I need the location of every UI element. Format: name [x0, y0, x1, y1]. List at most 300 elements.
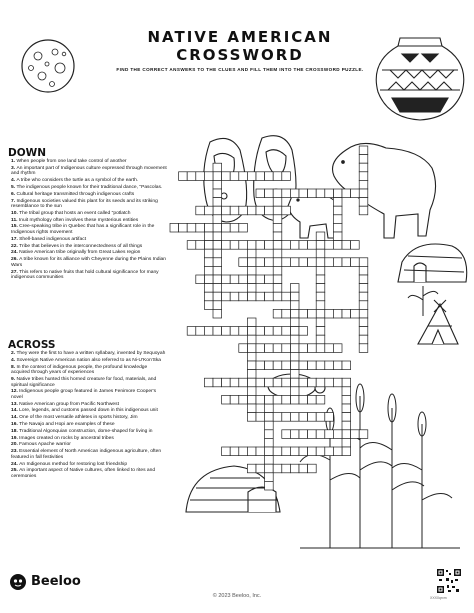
crossword-cell[interactable] — [282, 344, 291, 353]
crossword-cell[interactable] — [256, 344, 265, 353]
crossword-cell[interactable] — [213, 378, 222, 387]
crossword-cell[interactable] — [316, 284, 325, 293]
crossword-cell[interactable] — [230, 447, 239, 456]
crossword-cell[interactable] — [265, 404, 274, 413]
crossword-cell[interactable] — [273, 327, 282, 336]
crossword-cell[interactable] — [316, 241, 325, 250]
crossword-cell[interactable] — [256, 464, 265, 473]
crossword-cell[interactable] — [282, 464, 291, 473]
crossword-cell[interactable] — [290, 378, 299, 387]
crossword-cell[interactable] — [342, 447, 351, 456]
crossword-cell[interactable] — [187, 172, 196, 181]
crossword-cell[interactable] — [256, 275, 265, 284]
crossword-cell[interactable] — [316, 327, 325, 336]
crossword-cell[interactable] — [230, 378, 239, 387]
crossword-cell[interactable] — [282, 172, 291, 181]
crossword-cell[interactable] — [316, 292, 325, 301]
crossword-cell[interactable] — [282, 395, 291, 404]
crossword-cell[interactable] — [196, 172, 205, 181]
crossword-cell[interactable] — [256, 413, 265, 422]
crossword-cell[interactable] — [290, 309, 299, 318]
crossword-cell[interactable] — [247, 266, 256, 275]
crossword-cell[interactable] — [273, 284, 282, 293]
crossword-cell[interactable] — [256, 378, 265, 387]
crossword-cell[interactable] — [342, 258, 351, 267]
crossword-cell[interactable] — [273, 266, 282, 275]
crossword-cell[interactable] — [247, 249, 256, 258]
crossword-cell[interactable] — [290, 258, 299, 267]
crossword-cell[interactable] — [342, 378, 351, 387]
crossword-cell[interactable] — [359, 284, 368, 293]
crossword-cell[interactable] — [342, 404, 351, 413]
crossword-cell[interactable] — [308, 189, 317, 198]
crossword-cell[interactable] — [239, 241, 248, 250]
crossword-cell[interactable] — [204, 232, 213, 241]
crossword-cell[interactable] — [290, 335, 299, 344]
crossword-cell[interactable] — [213, 284, 222, 293]
crossword-cell[interactable] — [222, 327, 231, 336]
crossword-cell[interactable] — [290, 352, 299, 361]
crossword-cell[interactable] — [333, 215, 342, 224]
crossword-cell[interactable] — [256, 327, 265, 336]
crossword-cell[interactable] — [316, 344, 325, 353]
crossword-cell[interactable] — [316, 301, 325, 310]
crossword-cell[interactable] — [204, 249, 213, 258]
crossword-cell[interactable] — [239, 378, 248, 387]
crossword-cell[interactable] — [239, 223, 248, 232]
crossword-cell[interactable] — [273, 361, 282, 370]
crossword-cell[interactable] — [247, 284, 256, 293]
crossword-cell[interactable] — [222, 292, 231, 301]
crossword-cell[interactable] — [247, 292, 256, 301]
crossword-cell[interactable] — [247, 447, 256, 456]
crossword-cell[interactable] — [222, 206, 231, 215]
crossword-cell[interactable] — [273, 206, 282, 215]
crossword-cell[interactable] — [359, 258, 368, 267]
crossword-cell[interactable] — [213, 258, 222, 267]
crossword-cell[interactable] — [325, 309, 334, 318]
crossword-cell[interactable] — [325, 413, 334, 422]
crossword-cell[interactable] — [282, 378, 291, 387]
crossword-cell[interactable] — [333, 309, 342, 318]
crossword-cell[interactable] — [204, 172, 213, 181]
crossword-cell[interactable] — [256, 395, 265, 404]
crossword-cell[interactable] — [213, 180, 222, 189]
crossword-cell[interactable] — [333, 223, 342, 232]
crossword-cell[interactable] — [273, 413, 282, 422]
crossword-cell[interactable] — [299, 464, 308, 473]
crossword-cell[interactable] — [359, 206, 368, 215]
crossword-cell[interactable] — [265, 344, 274, 353]
crossword-cell[interactable] — [299, 241, 308, 250]
crossword-cell[interactable] — [359, 309, 368, 318]
crossword-cell[interactable] — [247, 395, 256, 404]
crossword-cell[interactable] — [316, 258, 325, 267]
crossword-cell[interactable] — [359, 172, 368, 181]
crossword-cell[interactable] — [299, 447, 308, 456]
crossword-cell[interactable] — [256, 258, 265, 267]
crossword-cell[interactable] — [308, 309, 317, 318]
crossword-cell[interactable] — [265, 172, 274, 181]
crossword-cell[interactable] — [290, 284, 299, 293]
crossword-cell[interactable] — [308, 258, 317, 267]
crossword-cell[interactable] — [316, 378, 325, 387]
crossword-cell[interactable] — [342, 438, 351, 447]
crossword-cell[interactable] — [187, 241, 196, 250]
crossword-cell[interactable] — [290, 387, 299, 396]
crossword-cell[interactable] — [230, 223, 239, 232]
crossword-cell[interactable] — [282, 258, 291, 267]
crossword-cell[interactable] — [342, 413, 351, 422]
crossword-cell[interactable] — [239, 344, 248, 353]
crossword-cell[interactable] — [204, 275, 213, 284]
crossword-cell[interactable] — [359, 275, 368, 284]
crossword-cell[interactable] — [265, 241, 274, 250]
crossword-cell[interactable] — [204, 378, 213, 387]
crossword-cell[interactable] — [273, 395, 282, 404]
crossword-cell[interactable] — [299, 413, 308, 422]
crossword-cell[interactable] — [290, 370, 299, 379]
crossword-cell[interactable] — [273, 215, 282, 224]
crossword-cell[interactable] — [204, 284, 213, 293]
crossword-cell[interactable] — [359, 163, 368, 172]
crossword-cell[interactable] — [247, 378, 256, 387]
crossword-cell[interactable] — [308, 361, 317, 370]
crossword-cell[interactable] — [247, 464, 256, 473]
crossword-cell[interactable] — [273, 249, 282, 258]
crossword-cell[interactable] — [359, 430, 368, 439]
crossword-cell[interactable] — [282, 292, 291, 301]
crossword-cell[interactable] — [273, 378, 282, 387]
crossword-cell[interactable] — [342, 241, 351, 250]
crossword-cell[interactable] — [230, 327, 239, 336]
crossword-cell[interactable] — [256, 206, 265, 215]
crossword-cell[interactable] — [213, 327, 222, 336]
crossword-cell[interactable] — [299, 258, 308, 267]
crossword-cell[interactable] — [342, 430, 351, 439]
crossword-cell[interactable] — [230, 172, 239, 181]
crossword-cell[interactable] — [204, 241, 213, 250]
crossword-cell[interactable] — [265, 378, 274, 387]
qr-code-icon[interactable] — [436, 568, 462, 594]
crossword-cell[interactable] — [265, 447, 274, 456]
crossword-cell[interactable] — [265, 395, 274, 404]
crossword-cell[interactable] — [316, 395, 325, 404]
crossword-cell[interactable] — [265, 430, 274, 439]
crossword-cell[interactable] — [299, 361, 308, 370]
crossword-cell[interactable] — [247, 172, 256, 181]
crossword-cell[interactable] — [282, 241, 291, 250]
crossword-cell[interactable] — [247, 370, 256, 379]
crossword-cell[interactable] — [256, 447, 265, 456]
crossword-cell[interactable] — [325, 189, 334, 198]
crossword-cell[interactable] — [351, 430, 360, 439]
crossword-cell[interactable] — [299, 395, 308, 404]
crossword-cell[interactable] — [316, 430, 325, 439]
crossword-cell[interactable] — [265, 473, 274, 482]
crossword-cell[interactable] — [333, 241, 342, 250]
crossword-cell[interactable] — [333, 258, 342, 267]
crossword-cell[interactable] — [265, 438, 274, 447]
crossword-cell[interactable] — [247, 318, 256, 327]
crossword-cell[interactable] — [359, 327, 368, 336]
crossword-cell[interactable] — [239, 258, 248, 267]
crossword-cell[interactable] — [213, 241, 222, 250]
crossword-cell[interactable] — [290, 241, 299, 250]
crossword-cell[interactable] — [273, 241, 282, 250]
crossword-cell[interactable] — [265, 421, 274, 430]
crossword-cell[interactable] — [204, 266, 213, 275]
crossword-cell[interactable] — [325, 430, 334, 439]
crossword-cell[interactable] — [282, 327, 291, 336]
crossword-cell[interactable] — [247, 413, 256, 422]
crossword-cell[interactable] — [247, 275, 256, 284]
crossword-cell[interactable] — [273, 223, 282, 232]
crossword-cell[interactable] — [299, 189, 308, 198]
crossword-cell[interactable] — [247, 327, 256, 336]
crossword-cell[interactable] — [230, 292, 239, 301]
crossword-cell[interactable] — [239, 292, 248, 301]
crossword-cell[interactable] — [273, 344, 282, 353]
crossword-cell[interactable] — [247, 344, 256, 353]
crossword-cell[interactable] — [265, 189, 274, 198]
crossword-cell[interactable] — [359, 198, 368, 207]
crossword-cell[interactable] — [239, 447, 248, 456]
crossword-cell[interactable] — [351, 309, 360, 318]
crossword-cell[interactable] — [239, 327, 248, 336]
crossword-cell[interactable] — [308, 241, 317, 250]
crossword-cell[interactable] — [342, 395, 351, 404]
crossword-cell[interactable] — [290, 301, 299, 310]
crossword-cell[interactable] — [256, 292, 265, 301]
crossword-cell[interactable] — [213, 198, 222, 207]
crossword-cell[interactable] — [204, 258, 213, 267]
crossword-cell[interactable] — [196, 241, 205, 250]
crossword-cell[interactable] — [265, 327, 274, 336]
crossword-cell[interactable] — [273, 292, 282, 301]
crossword-cell[interactable] — [359, 344, 368, 353]
crossword-cell[interactable] — [316, 447, 325, 456]
crossword-cell[interactable] — [213, 206, 222, 215]
crossword-cell[interactable] — [299, 344, 308, 353]
crossword-cell[interactable] — [273, 447, 282, 456]
crossword-cell[interactable] — [333, 361, 342, 370]
crossword-cell[interactable] — [265, 206, 274, 215]
crossword-cell[interactable] — [308, 413, 317, 422]
crossword-cell[interactable] — [273, 464, 282, 473]
crossword-cell[interactable] — [316, 232, 325, 241]
crossword-cell[interactable] — [282, 206, 291, 215]
crossword-cell[interactable] — [316, 249, 325, 258]
crossword-cell[interactable] — [204, 223, 213, 232]
crossword-cell[interactable] — [282, 413, 291, 422]
crossword-cell[interactable] — [230, 275, 239, 284]
crossword-cell[interactable] — [290, 361, 299, 370]
crossword-cell[interactable] — [213, 189, 222, 198]
crossword-cell[interactable] — [196, 206, 205, 215]
crossword-cell[interactable] — [273, 258, 282, 267]
crossword-cell[interactable] — [239, 172, 248, 181]
crossword-cell[interactable] — [265, 361, 274, 370]
crossword-cell[interactable] — [222, 395, 231, 404]
crossword-cell[interactable] — [196, 223, 205, 232]
crossword-cell[interactable] — [256, 361, 265, 370]
crossword-cell[interactable] — [247, 335, 256, 344]
crossword-cell[interactable] — [308, 447, 317, 456]
crossword-cell[interactable] — [265, 464, 274, 473]
crossword-cell[interactable] — [325, 361, 334, 370]
crossword-cell[interactable] — [299, 378, 308, 387]
crossword-cell[interactable] — [308, 430, 317, 439]
crossword-cell[interactable] — [333, 447, 342, 456]
crossword-cell[interactable] — [359, 189, 368, 198]
crossword-cell[interactable] — [239, 206, 248, 215]
crossword-cell[interactable] — [333, 189, 342, 198]
crossword-cell[interactable] — [333, 430, 342, 439]
brand-logo[interactable]: Beeloo — [31, 574, 81, 589]
crossword-cell[interactable] — [282, 189, 291, 198]
crossword-cell[interactable] — [316, 318, 325, 327]
crossword-cell[interactable] — [359, 335, 368, 344]
crossword-cell[interactable] — [222, 447, 231, 456]
crossword-cell[interactable] — [282, 430, 291, 439]
crossword-cell[interactable] — [256, 241, 265, 250]
crossword-cell[interactable] — [213, 215, 222, 224]
crossword-cell[interactable] — [325, 378, 334, 387]
crossword-cell[interactable] — [204, 327, 213, 336]
crossword-cell[interactable] — [247, 206, 256, 215]
crossword-cell[interactable] — [282, 309, 291, 318]
crossword-cell[interactable] — [290, 189, 299, 198]
crossword-cell[interactable] — [230, 206, 239, 215]
crossword-cell[interactable] — [359, 155, 368, 164]
crossword-cell[interactable] — [359, 301, 368, 310]
crossword-cell[interactable] — [333, 344, 342, 353]
crossword-cell[interactable] — [316, 266, 325, 275]
crossword-cell[interactable] — [213, 266, 222, 275]
crossword-cell[interactable] — [239, 275, 248, 284]
crossword-cell[interactable] — [265, 456, 274, 465]
crossword-cell[interactable] — [230, 241, 239, 250]
crossword-cell[interactable] — [213, 292, 222, 301]
crossword-cell[interactable] — [359, 318, 368, 327]
crossword-cell[interactable] — [213, 275, 222, 284]
crossword-cell[interactable] — [213, 301, 222, 310]
crossword-cell[interactable] — [316, 309, 325, 318]
crossword-cell[interactable] — [308, 344, 317, 353]
crossword-cell[interactable] — [290, 447, 299, 456]
crossword-cell[interactable] — [247, 404, 256, 413]
crossword-cell[interactable] — [325, 344, 334, 353]
crossword-cell[interactable] — [290, 344, 299, 353]
crossword-cell[interactable] — [273, 172, 282, 181]
crossword-cell[interactable] — [265, 258, 274, 267]
crossword-cell[interactable] — [290, 430, 299, 439]
crossword-cell[interactable] — [359, 292, 368, 301]
crossword-cell[interactable] — [316, 361, 325, 370]
crossword-cell[interactable] — [325, 258, 334, 267]
crossword-cell[interactable] — [359, 180, 368, 189]
crossword-cell[interactable] — [325, 447, 334, 456]
crossword-cell[interactable] — [316, 413, 325, 422]
crossword-cell[interactable] — [247, 361, 256, 370]
crossword-cell[interactable] — [239, 395, 248, 404]
crossword-cell[interactable] — [179, 223, 188, 232]
crossword-cell[interactable] — [308, 378, 317, 387]
crossword-cell[interactable] — [247, 241, 256, 250]
crossword-cell[interactable] — [213, 309, 222, 318]
crossword-cell[interactable] — [282, 361, 291, 370]
crossword-cell[interactable] — [342, 189, 351, 198]
crossword-cell[interactable] — [222, 241, 231, 250]
crossword-cell[interactable] — [265, 292, 274, 301]
crossword-cell[interactable] — [187, 327, 196, 336]
crossword-cell[interactable] — [351, 258, 360, 267]
crossword-cell[interactable] — [265, 481, 274, 490]
crossword-cell[interactable] — [333, 206, 342, 215]
crossword-cell[interactable] — [204, 292, 213, 301]
crossword-cell[interactable] — [204, 206, 213, 215]
crossword-cell[interactable] — [187, 223, 196, 232]
crossword-cell[interactable] — [213, 249, 222, 258]
crossword-cell[interactable] — [256, 172, 265, 181]
crossword-cell[interactable] — [273, 232, 282, 241]
crossword-cell[interactable] — [196, 327, 205, 336]
crossword-cell[interactable] — [222, 275, 231, 284]
crossword-cell[interactable] — [308, 395, 317, 404]
crossword-cell[interactable] — [196, 275, 205, 284]
crossword-cell[interactable] — [247, 258, 256, 267]
crossword-cell[interactable] — [351, 241, 360, 250]
crossword-cell[interactable] — [213, 163, 222, 172]
crossword-cell[interactable] — [282, 447, 291, 456]
crossword-cell[interactable] — [213, 223, 222, 232]
crossword-cell[interactable] — [316, 189, 325, 198]
crossword-cell[interactable] — [333, 378, 342, 387]
crossword-grid[interactable] — [170, 146, 368, 490]
crossword-cell[interactable] — [265, 275, 274, 284]
crossword-cell[interactable] — [256, 189, 265, 198]
crossword-cell[interactable] — [213, 172, 222, 181]
crossword-cell[interactable] — [179, 172, 188, 181]
crossword-cell[interactable] — [290, 318, 299, 327]
crossword-cell[interactable] — [299, 327, 308, 336]
crossword-cell[interactable] — [290, 292, 299, 301]
crossword-cell[interactable] — [342, 387, 351, 396]
crossword-cell[interactable] — [342, 361, 351, 370]
crossword-cell[interactable] — [299, 309, 308, 318]
crossword-cell[interactable] — [273, 275, 282, 284]
crossword-cell[interactable] — [290, 327, 299, 336]
crossword-cell[interactable] — [316, 275, 325, 284]
crossword-cell[interactable] — [222, 223, 231, 232]
crossword-cell[interactable] — [247, 352, 256, 361]
crossword-cell[interactable] — [290, 395, 299, 404]
crossword-cell[interactable] — [213, 232, 222, 241]
crossword-cell[interactable] — [265, 413, 274, 422]
crossword-cell[interactable] — [273, 189, 282, 198]
crossword-cell[interactable] — [325, 241, 334, 250]
crossword-cell[interactable] — [247, 387, 256, 396]
crossword-cell[interactable] — [290, 464, 299, 473]
crossword-cell[interactable] — [359, 266, 368, 275]
crossword-cell[interactable] — [170, 223, 179, 232]
crossword-cell[interactable] — [333, 232, 342, 241]
crossword-cell[interactable] — [316, 335, 325, 344]
crossword-cell[interactable] — [290, 413, 299, 422]
crossword-cell[interactable] — [308, 464, 317, 473]
crossword-cell[interactable] — [273, 309, 282, 318]
